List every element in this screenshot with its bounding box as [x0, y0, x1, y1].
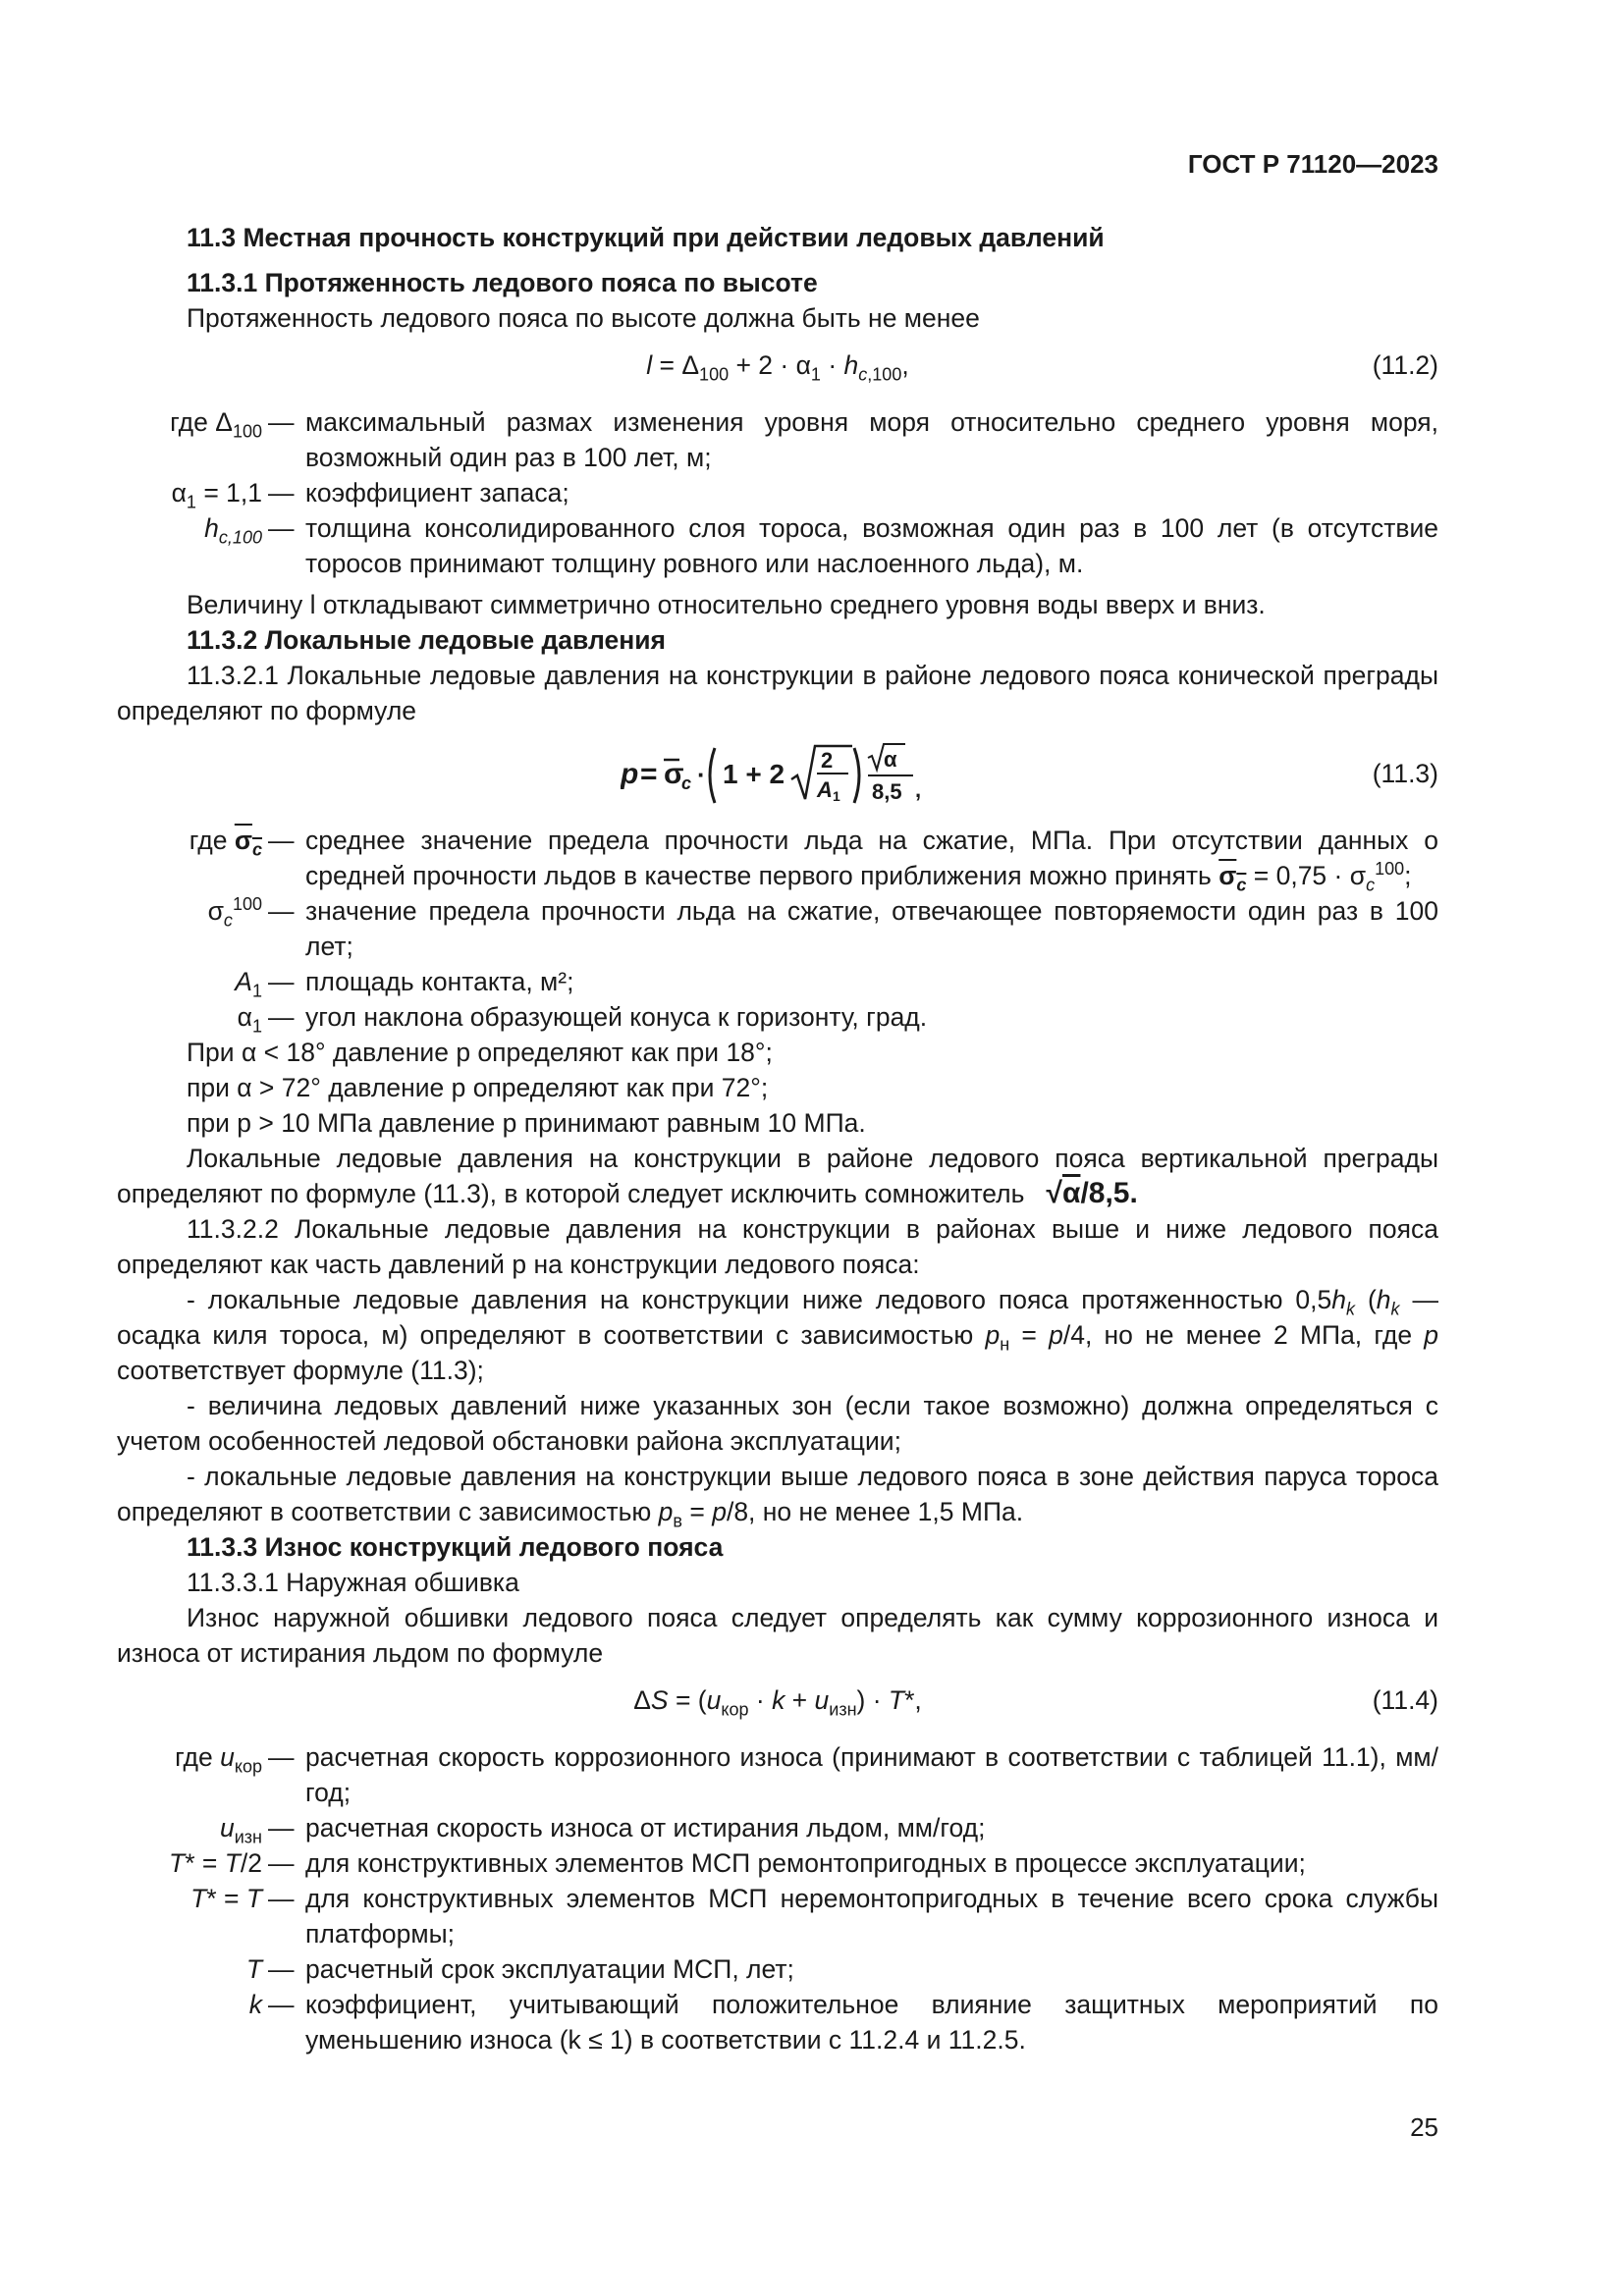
definition-desc: значение предела прочности льда на сжатие, отвечающее повторяемости один раз в 100 лет; — [305, 896, 1438, 961]
section-11-3-title: 11.3 Местная прочность конструкций при действии ледовых давлений — [187, 223, 1105, 252]
svg-text:α: α — [884, 747, 897, 772]
svg-text:p: p — [621, 758, 639, 790]
definition-a1: $A_1$ — площадь контакта, м²; — [117, 964, 1438, 999]
formula-11-3-number: (11.3) — [1372, 759, 1438, 788]
formula-11-2-expression: $l = \Delta_{100} + 2 \cdot \alpha_1 \cdot h_{c,100}$, — [646, 350, 909, 385]
section-11-3-1-intro: Протяженность ледового пояса по высоте должна быть не менее — [187, 303, 980, 333]
definition-desc: расчетный срок эксплуатации МСП, лет; — [305, 1954, 794, 1984]
section-11-3-3-1-text: Износ наружной обшивки ледового пояса следует определять как сумму коррозионного износа и износа от истирания льдом по формуле — [117, 1603, 1438, 1668]
svg-text:,: , — [915, 777, 922, 802]
definition-u-kor: где $u_{кор}$ — расчетная скорость коррозионного износа (принимают в соответствии с таблицей 11.1), мм/год; — [117, 1739, 1438, 1810]
svg-text:=: = — [640, 758, 658, 790]
definition-hc100: $h_{c,100}$ — толщина консолидированного слоя тороса, возможная один раз в 100 лет (в отсутствие торосов принимают толщину ровного или наслоенного льда), м. — [117, 510, 1438, 581]
definition-desc: максимальный размах изменения уровня моря относительно среднего уровня моря, возможный один раз в 100 лет, м; — [305, 407, 1438, 472]
definition-desc: для конструктивных элементов МСП неремонтопригодных в течение всего срока службы платформы; — [305, 1884, 1438, 1949]
definition-delta: где $\Delta_{100}$ — максимальный размах изменения уровня моря относительно среднего уровня моря, возможный один раз в 100 лет, м; — [117, 404, 1438, 475]
bullet-above-belt: - локальные ледовые давления на конструкции выше ледового пояса в зоне действия паруса тороса определяют в соответствии с зависимостью $p_в = p/8$, но не менее 1,5 МПа. — [117, 1462, 1438, 1531]
definition-desc: коэффициент, учитывающий положительное влияние защитных мероприятий по уменьшению износа (k ≤ 1) в соответствии с 11.2.4 и 11.2.5. — [305, 1990, 1438, 2055]
svg-text:A: A — [817, 777, 833, 802]
svg-text:2: 2 — [821, 748, 834, 773]
definition-term: T — [245, 1954, 262, 1984]
section-11-3-2-title: 11.3.2 Локальные ледовые давления — [187, 625, 666, 655]
bullet-zones-below: - величина ледовых давлений ниже указанных зон (если такое возможно) должна определяться с учетом особенностей ледовой обстановки района эксплуатации; — [117, 1391, 1438, 1456]
definition-desc: расчетная скорость износа от истирания льдом, мм/год; — [305, 1813, 986, 1842]
definition-term: где $u_{кор}$ — [175, 1742, 262, 1777]
formula-11-4-expression: $\Delta S = (u_{кор} \cdot k + u_{изн}) \cdot T*$, — [633, 1685, 922, 1720]
definition-desc: площадь контакта, м²; — [305, 967, 574, 996]
definition-term: $u_{изн}$ — [219, 1813, 262, 1847]
section-11-3-1-title: 11.3.1 Протяженность ледового пояса по высоте — [187, 268, 818, 297]
definition-term: k — [248, 1990, 262, 2019]
section-11-3-3-1-title: 11.3.3.1 Наружная обшивка — [187, 1568, 519, 1597]
definition-t: T — расчетный срок эксплуатации МСП, лет; — [117, 1951, 1438, 1987]
definition-alpha1: $\alpha_1 = 1,1$ — коэффициент запаса; — [117, 475, 1438, 510]
page-content — [117, 220, 1438, 2057]
definition-term: T* = T — [190, 1884, 262, 1913]
svg-text:1: 1 — [833, 788, 840, 804]
section-11-3-3-title: 11.3.3 Износ конструкций ледового пояса — [187, 1532, 724, 1562]
definition-desc: среднее значение предела прочности льда на сжатие, МПа. При отсутствии данных о средней прочности льдов в качестве первого приближения можно принять $\sigma_c = 0,75 \cdot \sigma_c^{100}$; — [305, 826, 1438, 895]
section-11-3-2-1-text: 11.3.2.1 Локальные ледовые давления на конструкции в районе ледового пояса конической преграды определяют по формуле — [117, 661, 1438, 725]
section-11-3-2-2-text: 11.3.2.2 Локальные ледовые давления на конструкции в районах выше и ниже ледового пояса определяют как часть давлений p на конструкции ледового пояса: — [117, 1214, 1438, 1279]
rule-alpha-max: при α > 72° давление p определяют как при 72°; — [187, 1073, 769, 1102]
definition-term: T* = T/2 — [169, 1848, 262, 1878]
vertical-barrier-text: Локальные ледовые давления на конструкции в районе ледового пояса вертикальной преграды определяют по формуле (11.3), в которой следует исключить сомножитель √α/8,5. — [117, 1144, 1438, 1209]
definition-alpha1-angle: $\alpha_1$ — угол наклона образующей конуса к горизонту, град. — [117, 999, 1438, 1035]
definition-term: $\sigma_c^{100}$ — [207, 894, 262, 931]
formula-11-4 — [117, 1679, 1438, 1724]
formula-11-2-number: (11.2) — [1372, 350, 1438, 380]
page-number: 25 — [1410, 2112, 1438, 2142]
formula-11-4-number: (11.4) — [1372, 1685, 1438, 1715]
rule-p-max: при p > 10 МПа давление p принимают равным 10 МПа. — [187, 1108, 866, 1138]
svg-text:σ: σ — [664, 758, 684, 790]
definition-desc: угол наклона образующей конуса к горизонту, град. — [305, 1002, 928, 1032]
definition-term: $\alpha_1 = 1,1$ — [171, 478, 262, 512]
standard-number: ГОСТ Р 71120—2023 — [1187, 149, 1438, 179]
definition-term: где $\sigma_c$ — [189, 826, 262, 860]
definition-k: k — коэффициент, учитывающий положительное влияние защитных мероприятий по уменьшению износа (k ≤ 1) в соответствии с 11.2.4 и 11.2.5. — [117, 1987, 1438, 2057]
svg-text:c: c — [681, 774, 692, 793]
rule-alpha-min: При α < 18° давление p определяют как при 18°; — [187, 1038, 773, 1067]
definition-term: $\alpha_1$ — [237, 1002, 262, 1037]
definition-term: $h_{c,100}$ — [204, 513, 262, 548]
svg-text:8,5: 8,5 — [872, 779, 902, 804]
svg-text:·: · — [697, 760, 706, 789]
definition-desc: расчетная скорость коррозионного износа (принимают в соответствии с таблицей 11.1), мм/год; — [305, 1742, 1438, 1807]
formula-11-3-expression — [117, 740, 1438, 809]
definition-sigma-c100: $\sigma_c^{100}$ — значение предела прочности льда на сжатие, отвечающее повторяемости один раз в 100 лет; — [117, 893, 1438, 964]
definition-desc: коэффициент запаса; — [305, 478, 569, 507]
formula-11-2 — [117, 344, 1438, 389]
formula-11-3-graphic — [621, 740, 935, 809]
bullet-below-belt: - локальные ледовые давления на конструкции ниже ледового пояса протяженностью $0,5h_k$ ($h_k$ — осадка киля тороса, м) определяют в соответствии с зависимостью $p_н = p/4$, но не менее 2 МПа, где p соответствует формуле (11.3); — [117, 1285, 1439, 1385]
svg-text:1 + 2: 1 + 2 — [723, 759, 785, 789]
definition-desc: для конструктивных элементов МСП ремонтопригодных в процессе эксплуатации; — [305, 1848, 1306, 1878]
definition-term: где $\Delta_{100}$ — [170, 407, 262, 442]
definition-desc: толщина консолидированного слоя тороса, возможная один раз в 100 лет (в отсутствие торосов принимают толщину ровного или наслоенного льда), м. — [305, 513, 1438, 578]
section-11-3-1-after: Величину l откладывают симметрично относительно среднего уровня воды вверх и вниз. — [187, 590, 1266, 619]
definition-u-izn: $u_{изн}$ — расчетная скорость износа от истирания льдом, мм/год; — [117, 1810, 1438, 1845]
definition-t-star-full: T* = T — для конструктивных элементов МСП неремонтопригодных в течение всего срока службы платформы; — [117, 1881, 1438, 1951]
formula-11-3 — [117, 736, 1438, 809]
definition-t-star-half: T* = T/2 — для конструктивных элементов МСП ремонтопригодных в процессе эксплуатации; — [117, 1845, 1438, 1881]
definition-sigma-c: где $\sigma_c$ — среднее значение предела прочности льда на сжатие, МПа. При отсутствии данных о средней прочности льдов в качестве первого приближения можно принять $\sigma_c = 0,75 \cdot \sigma_c^{100}$; — [117, 823, 1438, 893]
definition-term: $A_1$ — [235, 967, 262, 1001]
